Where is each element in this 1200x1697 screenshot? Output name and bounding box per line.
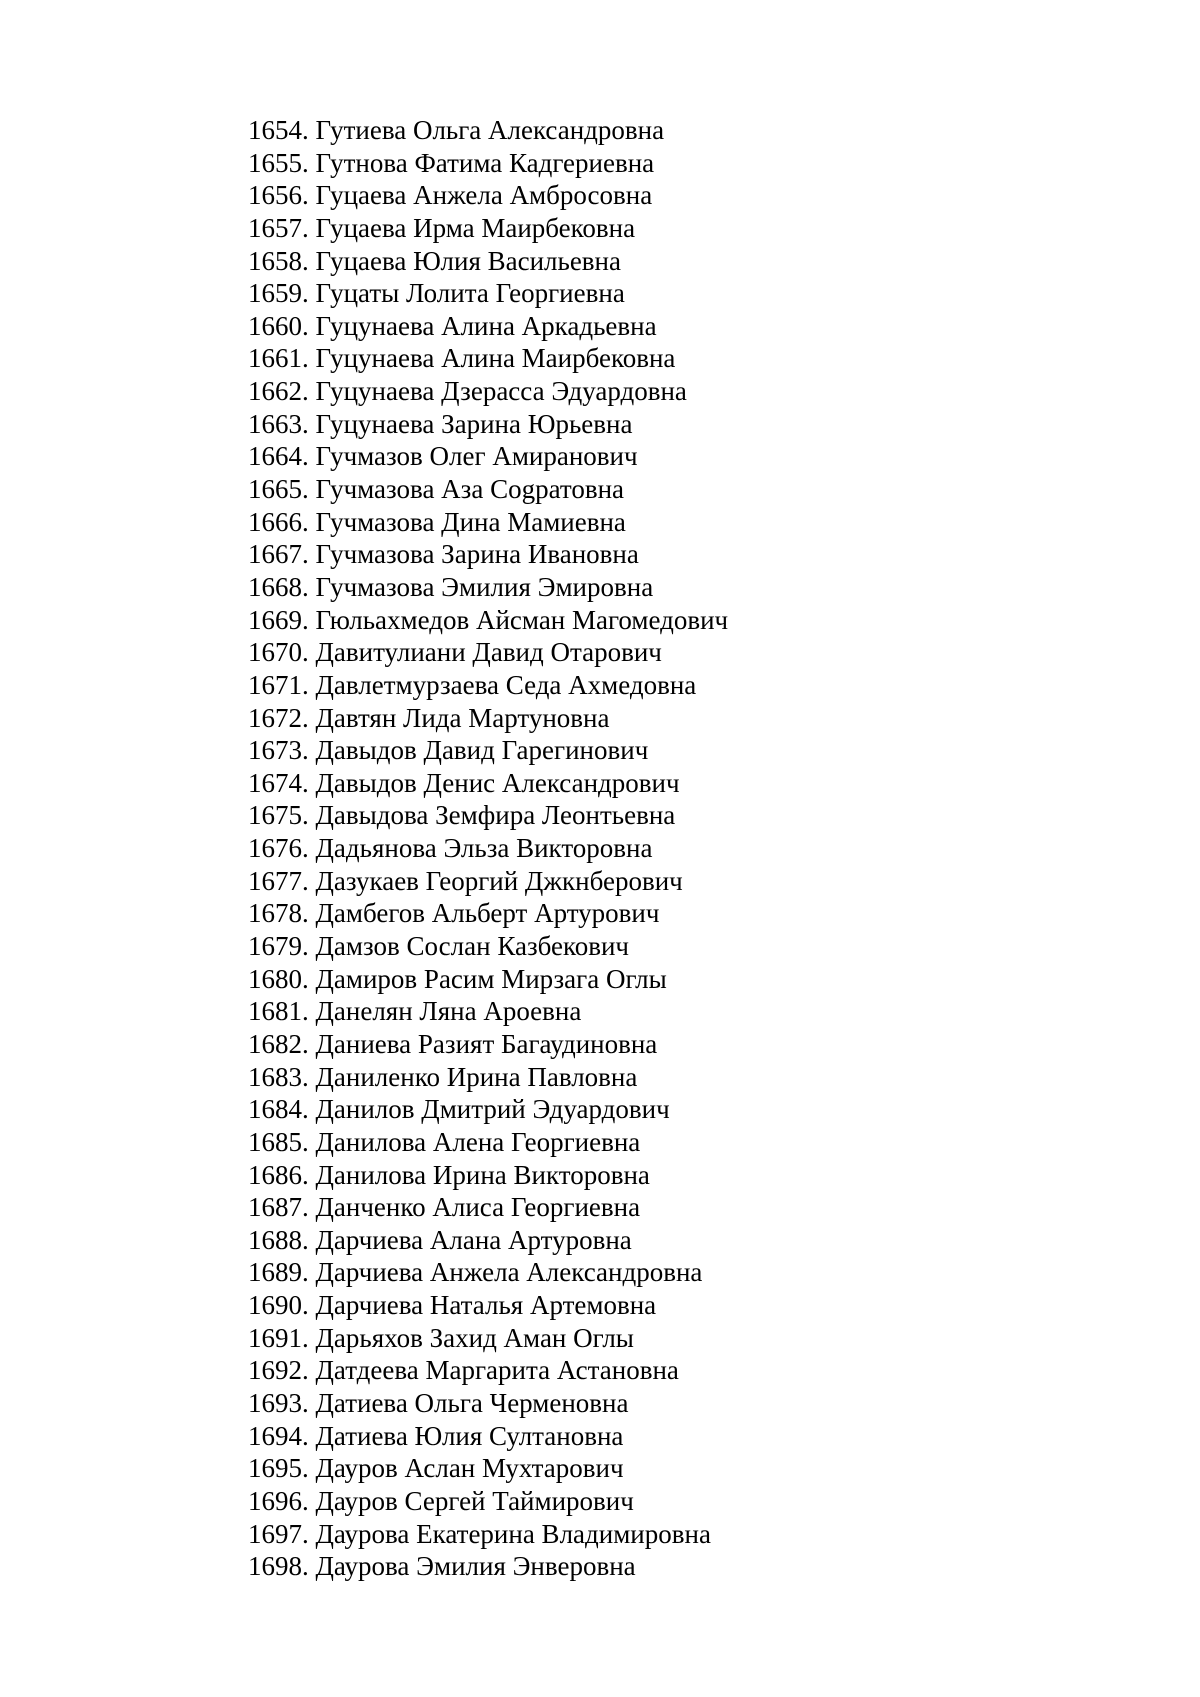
- list-item: 1676. Дадьянова Эльза Викторовна: [248, 833, 653, 864]
- list-item: 1672. Давтян Лида Мартуновна: [248, 702, 610, 733]
- list-item: 1664. Гучмазов Олег Амиранович: [248, 441, 638, 472]
- list-item: 1673. Давыдов Давид Гарегинович: [248, 735, 649, 766]
- list-item: 1689. Дарчиева Анжела Александровна: [248, 1257, 703, 1288]
- list-item: 1657. Гуцаева Ирма Маирбековна: [248, 212, 636, 243]
- list-item: 1680. Дамиров Расим Мирзага Оглы: [248, 963, 667, 994]
- list-item: 1658. Гуцаева Юлия Васильевна: [248, 245, 621, 276]
- list-item: 1659. Гуцаты Лолита Георгиевна: [248, 278, 625, 309]
- list-item: 1677. Дазукаев Георгий Джкнберович: [248, 865, 683, 896]
- list-item: 1663. Гуцунаева Зарина Юрьевна: [248, 408, 633, 439]
- list-item: 1669. Гюльахмедов Айсман Магомедович: [248, 604, 729, 635]
- list-item: 1656. Гуцаева Анжела Амбросовна: [248, 180, 653, 211]
- list-item: 1666. Гучмазова Дина Мамиевна: [248, 506, 626, 537]
- list-item: 1691. Дарьяхов Захид Аман Оглы: [248, 1322, 634, 1353]
- list-item: 1662. Гуцунаева Дзерасса Эдуардовна: [248, 376, 687, 407]
- list-item: 1674. Давыдов Денис Александрович: [248, 767, 680, 798]
- list-item: 1670. Давитулиани Давид Отарович: [248, 637, 662, 668]
- list-item: 1681. Данелян Ляна Ароевна: [248, 996, 582, 1027]
- list-item: 1683. Даниленко Ирина Павловна: [248, 1061, 638, 1092]
- list-item: 1679. Дамзов Сослан Казбекович: [248, 931, 630, 962]
- name-list: [248, 114, 728, 1583]
- list-item: 1690. Дарчиева Наталья Артемовна: [248, 1290, 657, 1321]
- list-item: 1696. Дауров Сергей Таймирович: [248, 1485, 634, 1516]
- list-item: 1671. Давлетмурзаева Седа Ахмедовна: [248, 669, 697, 700]
- list-item: 1678. Дамбегов Альберт Артурович: [248, 898, 660, 929]
- list-item: 1655. Гутнова Фатима Кадгериевна: [248, 147, 655, 178]
- list-item: 1695. Дауров Аслан Мухтарович: [248, 1453, 624, 1484]
- list-item: 1668. Гучмазова Эмилия Эмировна: [248, 571, 654, 602]
- list-item: 1684. Данилов Дмитрий Эдуардович: [248, 1094, 670, 1125]
- list-item: 1698. Даурова Эмилия Энверовна: [248, 1551, 636, 1582]
- list-item: 1694. Датиева Юлия Султановна: [248, 1420, 624, 1451]
- list-item: 1682. Даниева Разият Багаудиновна: [248, 1028, 658, 1059]
- list-item: 1667. Гучмазова Зарина Ивановна: [248, 539, 639, 570]
- list-item: 1654. Гутиева Ольга Александровна: [248, 115, 665, 145]
- list-item: 1660. Гуцунаева Алина Аркадьевна: [248, 310, 657, 341]
- list-item: 1687. Данченко Алиса Георгиевна: [248, 1192, 641, 1223]
- list-item: 1686. Данилова Ирина Викторовна: [248, 1159, 650, 1190]
- list-item: 1685. Данилова Алена Георгиевна: [248, 1126, 641, 1157]
- list-item: 1665. Гучмазова Аза Сogратовна: [248, 474, 624, 505]
- list-item: 1697. Даурова Екатерина Владимировна: [248, 1518, 711, 1549]
- list-item: 1692. Датдеева Маргарита Астановна: [248, 1355, 679, 1386]
- list-item: 1693. Датиева Ольга Черменовна: [248, 1387, 629, 1418]
- list-item: 1661. Гуцунаева Алина Маирбековна: [248, 343, 676, 374]
- list-item: 1675. Давыдова Земфира Леонтьевна: [248, 800, 676, 831]
- list-item: 1688. Дарчиева Алана Артуровна: [248, 1224, 632, 1255]
